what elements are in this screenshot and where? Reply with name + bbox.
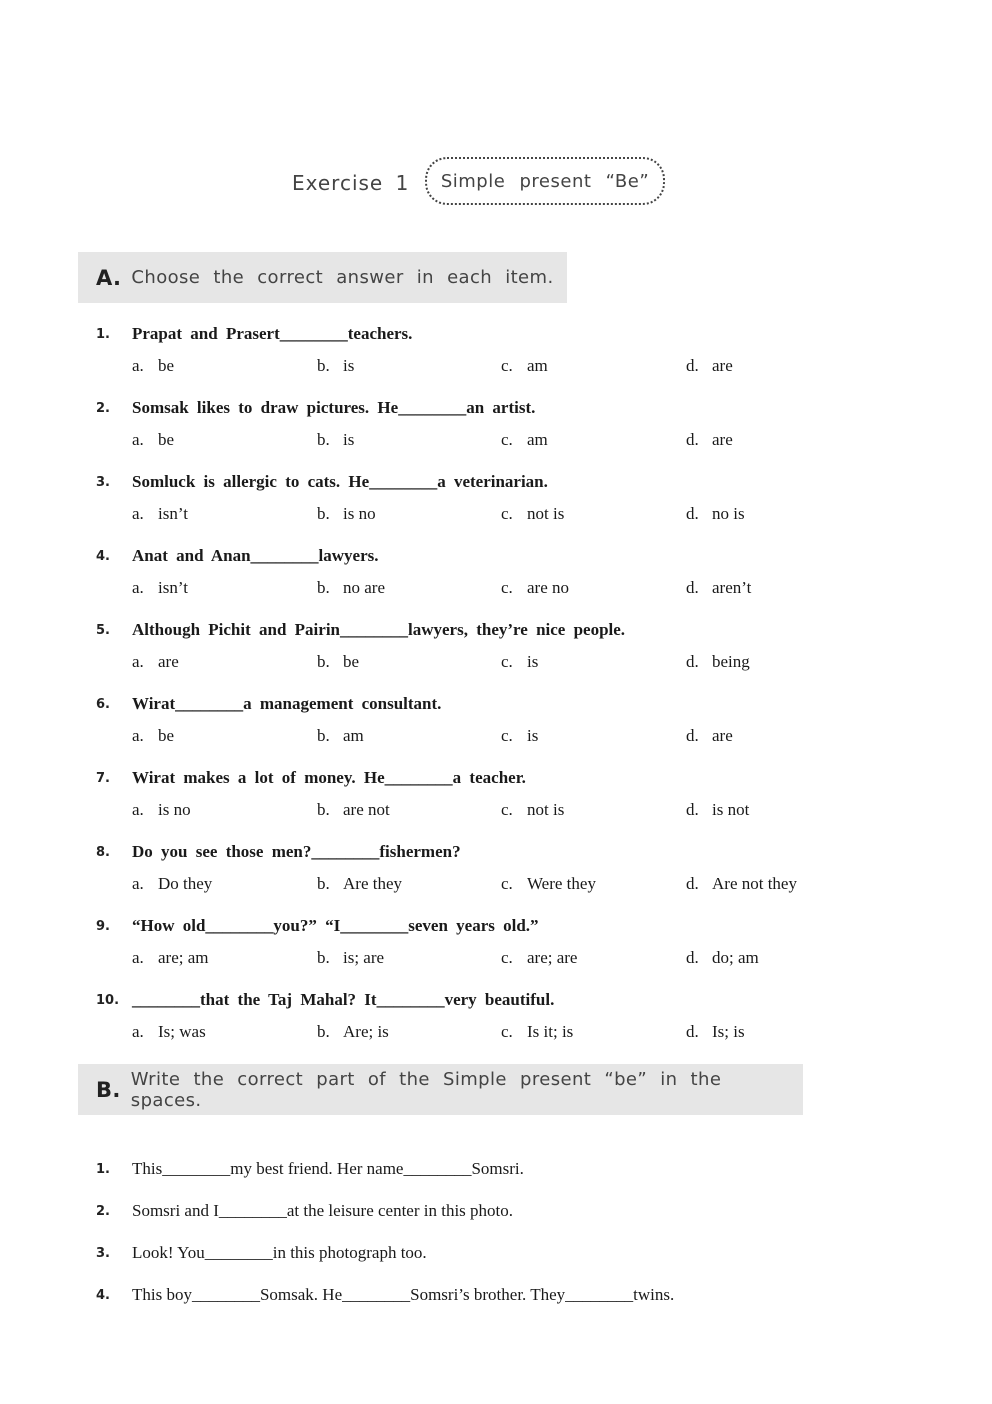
option-letter: d. [686, 652, 699, 671]
answer-option[interactable] [132, 874, 212, 894]
section-b-letter: B. [96, 1077, 121, 1102]
option-text: Do they [158, 874, 213, 893]
question-number: 8. [96, 845, 110, 860]
option-text: being [712, 652, 750, 671]
question-item [0, 992, 992, 1066]
option-text: isn’t [158, 578, 188, 597]
option-letter: c. [501, 874, 513, 893]
answer-option[interactable] [317, 948, 384, 968]
answer-option[interactable] [501, 800, 564, 820]
answer-option[interactable] [132, 578, 188, 598]
question-text: Prapat and Prasert________teachers. [132, 324, 413, 343]
question-item [0, 918, 992, 992]
option-text: Were they [527, 874, 596, 893]
answer-option[interactable] [132, 1022, 206, 1042]
answer-option[interactable] [686, 430, 733, 450]
answer-option[interactable] [132, 948, 209, 968]
option-text: are; are [527, 948, 578, 967]
answer-option[interactable] [317, 578, 385, 598]
option-text: is not [712, 800, 750, 819]
option-letter: d. [686, 504, 699, 523]
item-number: 2. [96, 1204, 110, 1219]
option-text: no is [712, 504, 745, 523]
option-letter: d. [686, 874, 699, 893]
question-item [0, 400, 992, 474]
answer-option[interactable] [317, 800, 390, 820]
section-a-letter: A. [96, 265, 122, 290]
question-number: 7. [96, 771, 110, 786]
answer-option[interactable] [132, 430, 174, 450]
option-letter: a. [132, 504, 144, 523]
option-letter: d. [686, 800, 699, 819]
answer-option[interactable] [686, 1022, 745, 1042]
option-text: are; am [158, 948, 209, 967]
option-letter: a. [132, 1022, 144, 1041]
question-item [0, 770, 992, 844]
question-number: 6. [96, 697, 110, 712]
answer-option[interactable] [686, 578, 751, 598]
option-letter: d. [686, 948, 699, 967]
option-letter: b. [317, 504, 330, 523]
option-letter: a. [132, 800, 144, 819]
option-text: is; are [343, 948, 385, 967]
option-letter: b. [317, 578, 330, 597]
option-letter: a. [132, 726, 144, 745]
option-letter: b. [317, 430, 330, 449]
answer-option[interactable] [686, 874, 797, 894]
question-number: 10. [96, 993, 120, 1008]
option-letter: b. [317, 1022, 330, 1041]
option-text: do; am [712, 948, 759, 967]
question-number: 5. [96, 623, 110, 638]
answer-option[interactable] [686, 726, 733, 746]
option-letter: c. [501, 726, 513, 745]
option-letter: c. [501, 948, 513, 967]
item-number: 3. [96, 1246, 110, 1261]
answer-option[interactable] [317, 1022, 389, 1042]
question-item [0, 474, 992, 548]
option-text: am [527, 430, 548, 449]
item-text: This boy________Somsak. He________Somsri’s brother. They________twins. [132, 1285, 675, 1304]
section-a-instruction: Choose the correct answer in each item. [131, 267, 554, 288]
option-letter: d. [686, 1022, 699, 1041]
option-letter: a. [132, 430, 144, 449]
option-letter: d. [686, 430, 699, 449]
option-letter: a. [132, 578, 144, 597]
answer-option[interactable] [317, 726, 364, 746]
option-text: be [343, 652, 360, 671]
item-text: Look! You________in this photograph too. [132, 1243, 427, 1262]
option-letter: c. [501, 356, 513, 375]
question-text: Wirat makes a lot of money. He________a teacher. [132, 768, 526, 787]
question-number: 2. [96, 401, 110, 416]
answer-option[interactable] [686, 800, 749, 820]
answer-option[interactable] [132, 356, 174, 376]
question-number: 3. [96, 475, 110, 490]
answer-option[interactable] [501, 430, 548, 450]
option-letter: c. [501, 1022, 513, 1041]
answer-option[interactable] [686, 356, 733, 376]
question-text: Somsak likes to draw pictures. He________an artist. [132, 398, 536, 417]
question-text: “How old________you?” “I________seven years old.” [132, 916, 539, 935]
answer-option[interactable] [501, 948, 577, 968]
answer-option[interactable] [132, 800, 191, 820]
option-letter: b. [317, 652, 330, 671]
section-b-instruction: Write the correct part of the Simple present “be” in the spaces. [130, 1068, 722, 1111]
answer-option[interactable] [132, 652, 179, 672]
question-text: Wirat________a management consultant. [132, 694, 442, 713]
option-text: is [343, 356, 355, 375]
exercise-label: Exercise 1 [292, 171, 410, 195]
option-text: are [712, 430, 733, 449]
fill-in-item [0, 1244, 992, 1274]
option-text: Is; is [712, 1022, 745, 1041]
question-text: ________that the Taj Mahal? It________very beautiful. [132, 990, 555, 1009]
option-text: Are; is [343, 1022, 389, 1041]
option-letter: a. [132, 874, 144, 893]
answer-option[interactable] [686, 948, 759, 968]
question-item [0, 622, 992, 696]
option-letter: b. [317, 874, 330, 893]
option-text: be [158, 726, 175, 745]
answer-option[interactable] [501, 504, 564, 524]
question-item [0, 844, 992, 918]
answer-option[interactable] [317, 356, 354, 376]
answer-option[interactable] [317, 504, 376, 524]
option-letter: c. [501, 800, 513, 819]
question-item [0, 326, 992, 400]
option-text: am [343, 726, 364, 745]
item-number: 1. [96, 1162, 110, 1177]
item-text: Somsri and I________at the leisure center in this photo. [132, 1201, 514, 1220]
option-letter: a. [132, 356, 144, 375]
answer-option[interactable] [501, 726, 538, 746]
question-text: Do you see those men?________fishermen? [132, 842, 461, 861]
fill-in-item [0, 1160, 992, 1190]
question-number: 4. [96, 549, 110, 564]
question-text: Anat and Anan________lawyers. [132, 546, 379, 565]
question-number: 1. [96, 327, 110, 342]
answer-option[interactable] [317, 430, 354, 450]
option-text: Is; was [158, 1022, 206, 1041]
option-text: are [712, 726, 733, 745]
section-a-header [78, 252, 567, 303]
fill-in-item [0, 1286, 992, 1316]
question-text: Somluck is allergic to cats. He________a veterinarian. [132, 472, 548, 491]
option-letter: c. [501, 430, 513, 449]
question-text: Although Pichit and Pairin________lawyers, they’re nice people. [132, 620, 626, 639]
option-text: is [343, 430, 355, 449]
answer-option[interactable] [686, 652, 750, 672]
option-text: be [158, 430, 175, 449]
option-letter: a. [132, 948, 144, 967]
option-letter: b. [317, 726, 330, 745]
question-item [0, 696, 992, 770]
option-letter: b. [317, 948, 330, 967]
answer-option[interactable] [501, 578, 569, 598]
option-text: are [712, 356, 733, 375]
option-text: not is [527, 800, 565, 819]
answer-option[interactable] [686, 504, 745, 524]
option-text: are not [343, 800, 390, 819]
option-letter: c. [501, 578, 513, 597]
option-text: Are they [343, 874, 403, 893]
option-letter: b. [317, 800, 330, 819]
option-letter: b. [317, 356, 330, 375]
section-b-header [78, 1064, 803, 1115]
answer-option[interactable] [132, 726, 174, 746]
option-letter: d. [686, 726, 699, 745]
option-text: is no [343, 504, 376, 523]
option-text: are [158, 652, 179, 671]
option-letter: a. [132, 652, 144, 671]
option-letter: c. [501, 504, 513, 523]
option-letter: d. [686, 578, 699, 597]
option-text: is [527, 726, 539, 745]
option-letter: d. [686, 356, 699, 375]
item-text: This________my best friend. Her name________Somsri. [132, 1159, 524, 1178]
option-text: be [158, 356, 175, 375]
item-number: 4. [96, 1288, 110, 1303]
answer-option[interactable] [317, 652, 359, 672]
option-text: is no [158, 800, 191, 819]
question-number: 9. [96, 919, 110, 934]
question-item [0, 548, 992, 622]
exercise-title [0, 157, 992, 209]
answer-option[interactable] [501, 356, 548, 376]
exercise-topic-badge: Simple present “Be” [425, 157, 665, 205]
option-text: Is it; is [527, 1022, 574, 1041]
fill-in-item [0, 1202, 992, 1232]
answer-option[interactable] [501, 1022, 573, 1042]
option-text: aren’t [712, 578, 752, 597]
option-text: are no [527, 578, 570, 597]
option-letter: c. [501, 652, 513, 671]
option-text: isn’t [158, 504, 188, 523]
option-text: Are not they [712, 874, 797, 893]
option-text: not is [527, 504, 565, 523]
answer-option[interactable] [501, 652, 538, 672]
option-text: is [527, 652, 539, 671]
answer-option[interactable] [317, 874, 402, 894]
option-text: no are [343, 578, 386, 597]
option-text: am [527, 356, 548, 375]
answer-option[interactable] [501, 874, 596, 894]
answer-option[interactable] [132, 504, 188, 524]
